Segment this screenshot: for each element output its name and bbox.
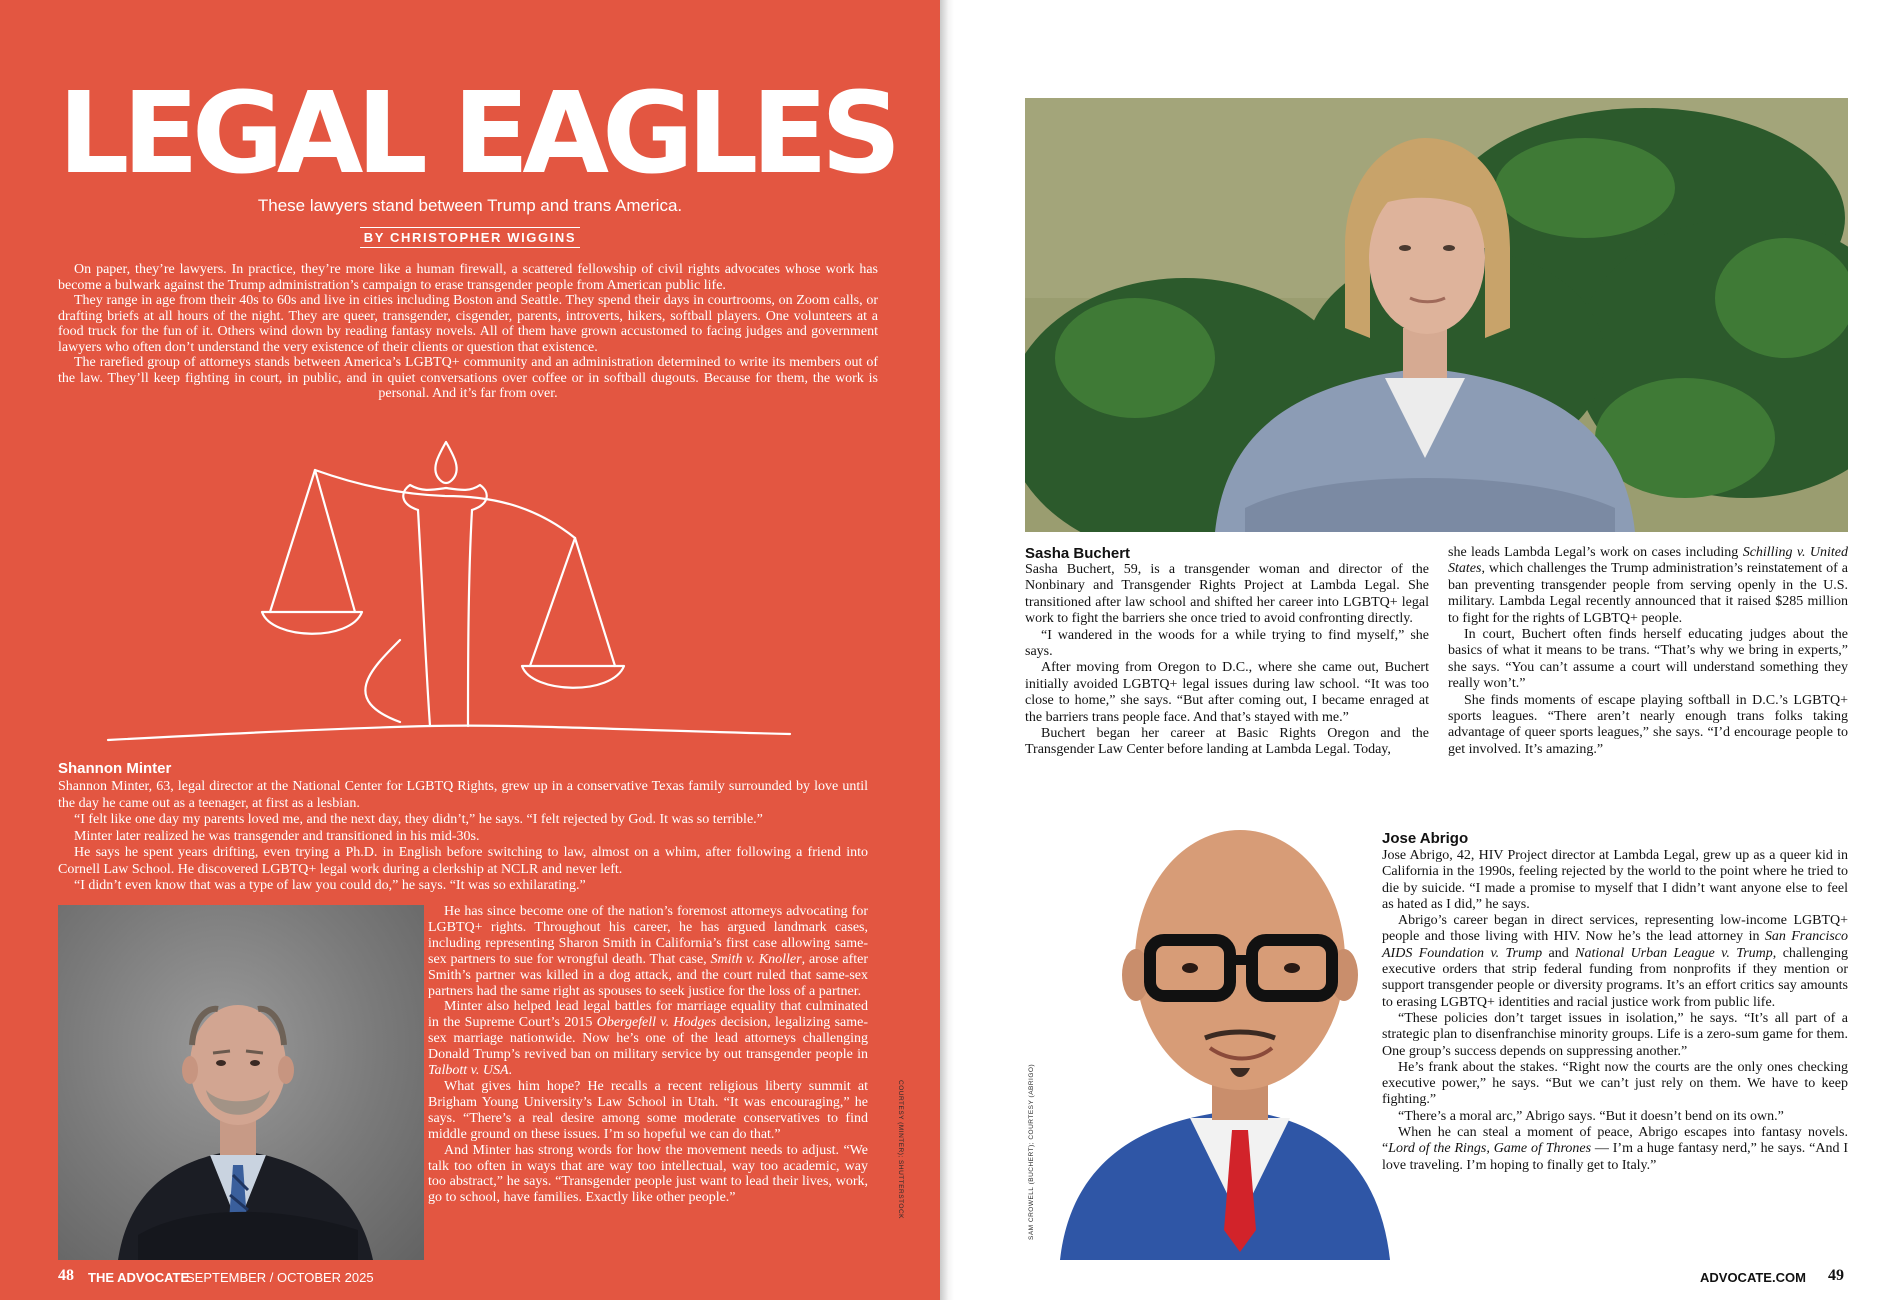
abrigo-paragraph: He’s frank about the stakes. “Right now the courts are the only ones checking executive power,” he says. “But we can’t just rely on them. We have to keep fighting.” (1382, 1059, 1848, 1108)
text-run: she leads Lambda Legal’s work on cases including (1448, 545, 1743, 560)
minter-paragraph: And Minter has strong words for how the movement needs to adjust. “We talk too often in ways that are way too intellectual, way too academic, way too abstract,” he says. “Transgender people just want to lead their lives, work, go to school, have families. Exactly like other people.” (428, 1142, 868, 1206)
buchert-paragraph: In court, Buchert often finds herself educating judges about the basics of what it means to be trans. “That’s why we bring in experts,” she says. “You can’t assume a court will understand something they really won’t.” (1448, 627, 1848, 692)
text-run: — I’m a huge fantasy nerd,” he says. “And I love traveling. I’m hoping to finally get to Italy.” (1382, 1141, 1848, 1173)
minter-intro-text (58, 779, 868, 895)
case-name: Smith v. Knoller (710, 951, 802, 967)
case-name: Talbott v. USA (428, 1063, 509, 1079)
minter-heading: Shannon Minter (58, 760, 172, 777)
text-run: and (1542, 945, 1576, 961)
minter-paragraph: “I felt like one day my parents loved me, and the next day, they didn’t,” he says. “I felt rejected by God. It was so terrible.” (74, 812, 763, 827)
text-run: Abrigo’s career began in direct services, representing low-income LGBTQ+ people and those living with HIV. Now he’s the lead attorney in (1382, 913, 1848, 945)
sasha-buchert-photo (1025, 98, 1848, 532)
text-run: decision, legalizing same-sex marriage nationwide. Now he’s one of the lead attorneys challenging Donald Trump’s revived ban on military service by out transgender people in (428, 1015, 868, 1063)
abrigo-heading: Jose Abrigo (1382, 830, 1469, 847)
scales-of-justice-icon (100, 430, 800, 750)
shannon-minter-photo (58, 905, 424, 1260)
abrigo-text (1382, 848, 1848, 1174)
buchert-column-2 (1448, 545, 1848, 758)
page-gutter (940, 0, 954, 1300)
text-run: Minter also helped lead legal battles for marriage equality that culminated in the Supreme Court’s 2015 (428, 999, 868, 1031)
text-run: , which challenges the Trump administration’s reinstatement of a ban preventing transgender people from serving openly in the U.S. military. Lambda Legal recently announced that it raised $285 million to fight for the rights of LGBTQ+ people. (1448, 561, 1848, 626)
buchert-heading: Sasha Buchert (1025, 545, 1131, 562)
intro-paragraph: They range in age from their 40s to 60s and live in cities including Boston and Seattle. They spend their days in courtrooms, on Zoom calls, or drafting briefs at all hours of the night. They are queer, transgender, cisgender, parents, introverts, hikers, softball players. One volunteers at a food truck for the fun of it. Others wind down by reading fantasy novels. All of them have grown accustomed to facing judges and government lawyers who often don’t understand the very existence of their clients or question that existence. (58, 293, 878, 355)
photo-credit-left: COURTESY (MINTER); SHUTTERSTOCK (897, 1080, 904, 1220)
byline (0, 230, 940, 245)
text-run: When he can steal a moment of peace, Abrigo escapes into fantasy novels. “ (1382, 1125, 1848, 1157)
minter-paragraph: Shannon Minter, 63, legal director at the National Center for LGBTQ Rights, grew up in a conservative Texas family surrounded by love until the day he came out as a teenager, at first as a lesbian. (58, 779, 868, 811)
portrait-illustration (58, 905, 424, 1260)
case-name: Schilling v. United States (1448, 545, 1848, 577)
minter-paragraph (428, 904, 868, 999)
intro-paragraph: The rarefied group of attorneys stands between America’s LGBTQ+ community and an administration determined to write its members out of the law. They’ll keep fighting in court, in public, and in quiet conversations over coffee or in softball dugouts. Because for them, the work is personal. And it’s far from over. (58, 355, 878, 401)
buchert-column-1 (1025, 562, 1429, 759)
minter-paragraph: What gives him hope? He recalls a recent religious liberty summit at Brigham Young University’s Law School in Utah. “It was encouraging,” he says. “There’s a real desire among some moderate conservatives to find middle ground on these issues. I’m so hopeful we can do that.” (428, 1078, 868, 1142)
abrigo-paragraph: “There’s a moral arc,” Abrigo says. “But it doesn’t bend on its own.” (1398, 1108, 1784, 1124)
minter-column-text (428, 904, 868, 1206)
abrigo-paragraph (1382, 913, 1848, 1011)
magazine-name: THE ADVOCATE (88, 1270, 190, 1285)
website-footer: ADVOCATE.COM (1700, 1270, 1806, 1285)
text-run: , challenging executive orders that strip federal funding from nonprofits if they mention or support transgender people or diversity programs. It’s an effort critics say amounts to erasing LGBTQ+ identities and racial justice work from public life. (1382, 945, 1849, 1010)
case-name: San Francisco AIDS Foundation v. Trump (1382, 929, 1849, 961)
case-name: Obergefell v. Hodges (596, 1015, 717, 1031)
byline-text: BY CHRISTOPHER WIGGINS (360, 227, 580, 248)
buchert-paragraph (1448, 545, 1848, 627)
headline: LEGAL EAGLES (58, 69, 895, 199)
deck: These lawyers stand between Trump and trans America. (257, 196, 683, 215)
portrait-illustration (1025, 98, 1848, 532)
buchert-paragraph: She finds moments of escape playing softball in D.C.’s LGBTQ+ sports leagues. “There aren’t nearly enough trans folks taking advantage of queer sports leagues,” she says. “I’d encourage people to get involved. It’s amazing.” (1448, 692, 1848, 757)
book-titles: Lord of the Rings, Game of Thrones (1388, 1141, 1592, 1157)
text-run: . (508, 1063, 513, 1079)
buchert-paragraph: After moving from Oregon to D.C., where she came out, Buchert initially avoided LGBTQ+ legal issues during law school. “It was too close to home,” she says. “But after coming out, I became enraged at the barriers trans people face. And that’s stayed with me.” (1025, 660, 1429, 725)
minter-paragraph: He says he spent years drifting, even trying a Ph.D. in English before switching to law, almost on a whim, after following a friend into Cornell Law School. He discovered LGBTQ+ legal work during a clerkship at NCLR and never left. (58, 845, 868, 877)
abrigo-paragraph: “These policies don’t target issues in isolation,” he says. “It’s all part of a strategic plan to disenfranchise minority groups. Life is a zero-sum game for them. One group’s success depends on suppressing another.” (1382, 1010, 1848, 1059)
page-number-right: 49 (1828, 1267, 1844, 1284)
abrigo-paragraph: Jose Abrigo, 42, HIV Project director at Lambda Legal, grew up as a queer kid in California in the 1990s, feeling rejected by the world to the point where he tried to die by suicide. “I made a promise to myself that I didn’t want anyone else to feel as hated as I did,” he says. (1382, 848, 1848, 912)
issue-date: SEPTEMBER / OCTOBER 2025 (186, 1270, 374, 1285)
text-run: , arose after Smith’s partner was killed in a dog attack, and the court ruled that same-sex partners had the same right as spouses to seek justice for the loss of a partner. (428, 951, 869, 999)
buchert-paragraph: “I wandered in the woods for a while trying to find myself,” she says. (1025, 627, 1429, 660)
intro-paragraph: On paper, they’re lawyers. In practice, they’re more like a human firewall, a scattered fellowship of civil rights advocates whose work has become a bulwark against the Trump administration’s campaign to erase transgender people from American public life. (58, 262, 878, 293)
intro-text (58, 262, 878, 402)
case-name: National Urban League v. Trump (1575, 945, 1773, 961)
minter-paragraph (428, 999, 868, 1079)
left-page (0, 0, 940, 1300)
minter-paragraph: Minter later realized he was transgender and transitioned in his mid-30s. (74, 828, 480, 844)
text-run: He has since become one of the nation’s foremost attorneys advocating for LGBTQ+ rights. Throughout his career, he has argued landmark cases, including representing Sharon Smith in California’s first case allowing same-sex partners to sue for wrongful death. That case, (428, 904, 868, 967)
page-number-left: 48 (58, 1267, 74, 1284)
abrigo-paragraph (1382, 1125, 1848, 1174)
photo-credit-right: SAM CROWELL (BUCHERT); COURTESY (ABRIGO) (1028, 1063, 1035, 1240)
buchert-paragraph: Buchert began her career at Basic Rights Oregon and the Transgender Law Center before landing at Lambda Legal. Today, (1025, 726, 1429, 758)
minter-paragraph: “I didn’t even know that was a type of law you could do,” he says. “It was so exhilarating.” (74, 878, 586, 893)
buchert-paragraph: Sasha Buchert, 59, is a transgender woman and director of the Nonbinary and Transgender Rights Project at Lambda Legal. She transitioned after law school and shifted her career into LGBTQ+ legal work to fight the barriers she once tried to avoid confronting directly. (1025, 562, 1429, 627)
